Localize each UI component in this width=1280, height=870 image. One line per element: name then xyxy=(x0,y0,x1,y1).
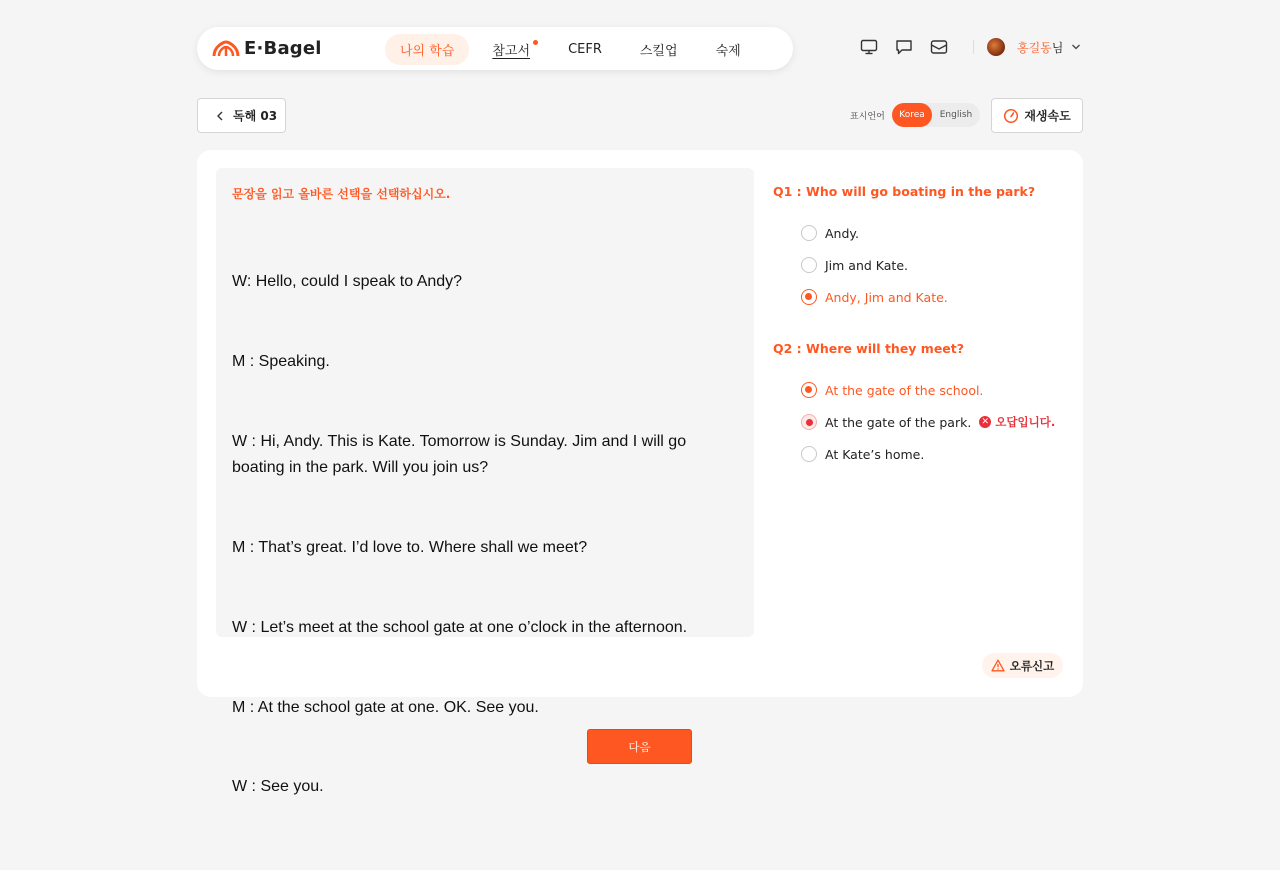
main-nav xyxy=(385,34,764,65)
language-toggle[interactable] xyxy=(892,103,980,127)
lang-option-english[interactable]: English xyxy=(939,110,973,120)
answer-option[interactable] xyxy=(773,438,1073,470)
chevron-down-icon[interactable] xyxy=(1071,42,1081,52)
header-tools xyxy=(860,38,1081,56)
passage-line: M : At the school gate at one. OK. See you. xyxy=(232,698,539,716)
nav-skillup[interactable] xyxy=(625,34,693,65)
instruction-text: 문장을 읽고 올바른 선택을 선택하십시오. xyxy=(232,187,451,201)
nav-label: 스킬업 xyxy=(639,44,678,59)
back-button[interactable] xyxy=(197,98,286,133)
logo-icon xyxy=(212,40,240,58)
warning-icon xyxy=(991,659,1005,672)
question-2 xyxy=(773,341,1073,470)
mail-icon[interactable] xyxy=(930,38,948,56)
new-dot xyxy=(533,40,538,45)
answer-option[interactable] xyxy=(773,249,1073,281)
report-error-button[interactable] xyxy=(982,653,1063,678)
option-label: Andy, Jim and Kate. xyxy=(825,289,948,305)
radio-button[interactable] xyxy=(801,257,817,273)
answer-option[interactable] xyxy=(773,217,1073,249)
nav-label: 나의 학습 xyxy=(400,44,455,59)
option-label: Jim and Kate. xyxy=(825,257,909,273)
radio-button-selected[interactable] xyxy=(801,289,817,305)
logo-text: E·Bagel xyxy=(244,38,322,59)
radio-button[interactable] xyxy=(801,225,817,241)
chat-icon[interactable] xyxy=(895,38,913,56)
speedometer-icon xyxy=(1003,108,1019,124)
nav-label: 참고서 xyxy=(492,44,531,59)
passage-line: W : Hi, Andy. This is Kate. Tomorrow is Sunday. Jim and I will go boating in the park. Will you join us? xyxy=(232,432,691,477)
option-label: At the gate of the school. xyxy=(825,382,984,398)
wrong-answer-tag xyxy=(979,414,1055,430)
answer-option-correct[interactable] xyxy=(773,281,1073,313)
answer-option-wrong[interactable] xyxy=(773,406,1073,438)
display-language-label: 표시언어 xyxy=(850,112,885,122)
monitor-icon[interactable] xyxy=(860,38,878,56)
logo[interactable] xyxy=(212,38,322,59)
question-title: Q2 : Where will they meet? xyxy=(773,341,964,356)
speed-label: 재생속도 xyxy=(1024,109,1071,123)
report-label: 오류신고 xyxy=(1009,658,1055,673)
nav-label: CEFR xyxy=(568,42,602,57)
lang-option-korea[interactable]: Korea xyxy=(892,103,932,127)
wrong-answer-text: 오답입니다. xyxy=(995,415,1056,429)
option-label: At Kate’s home. xyxy=(825,446,925,462)
option-label: Andy. xyxy=(825,225,859,241)
answer-option-correct[interactable] xyxy=(773,374,1073,406)
user-name[interactable] xyxy=(1017,39,1063,56)
nav-cefr[interactable] xyxy=(553,36,617,63)
questions-panel xyxy=(773,184,1073,498)
close-circle-icon: ✕ xyxy=(979,416,991,428)
passage-line: W: Hello, could I speak to Andy? xyxy=(232,273,463,291)
passage-line: W : Let’s meet at the school gate at one o’clock in the afternoon. xyxy=(232,618,688,636)
nav-reference[interactable] xyxy=(477,34,545,65)
radio-button-selected[interactable] xyxy=(801,382,817,398)
nav-homework[interactable] xyxy=(701,34,756,65)
question-1 xyxy=(773,184,1073,313)
back-label: 독해 03 xyxy=(233,109,278,123)
passage-line: W : See you. xyxy=(232,778,324,796)
radio-button[interactable] xyxy=(801,446,817,462)
playback-speed-button[interactable] xyxy=(991,98,1083,133)
radio-button-wrong[interactable] xyxy=(801,414,817,430)
user-name-text: 홍길동 xyxy=(1017,40,1052,55)
divider xyxy=(973,40,974,54)
question-title: Q1 : Who will go boating in the park? xyxy=(773,184,1036,199)
nav-my-learning[interactable] xyxy=(385,34,469,65)
option-label: At the gate of the park. xyxy=(825,414,972,430)
next-button[interactable]: 다음 xyxy=(587,729,692,764)
chevron-left-icon xyxy=(216,111,224,121)
nav-label: 숙제 xyxy=(715,44,741,59)
passage-line: M : That’s great. I’d love to. Where shall we meet? xyxy=(232,539,588,557)
top-nav xyxy=(197,27,793,70)
avatar[interactable] xyxy=(987,38,1005,56)
user-suffix: 님 xyxy=(1051,40,1064,55)
passage-line: M : Speaking. xyxy=(232,352,330,370)
